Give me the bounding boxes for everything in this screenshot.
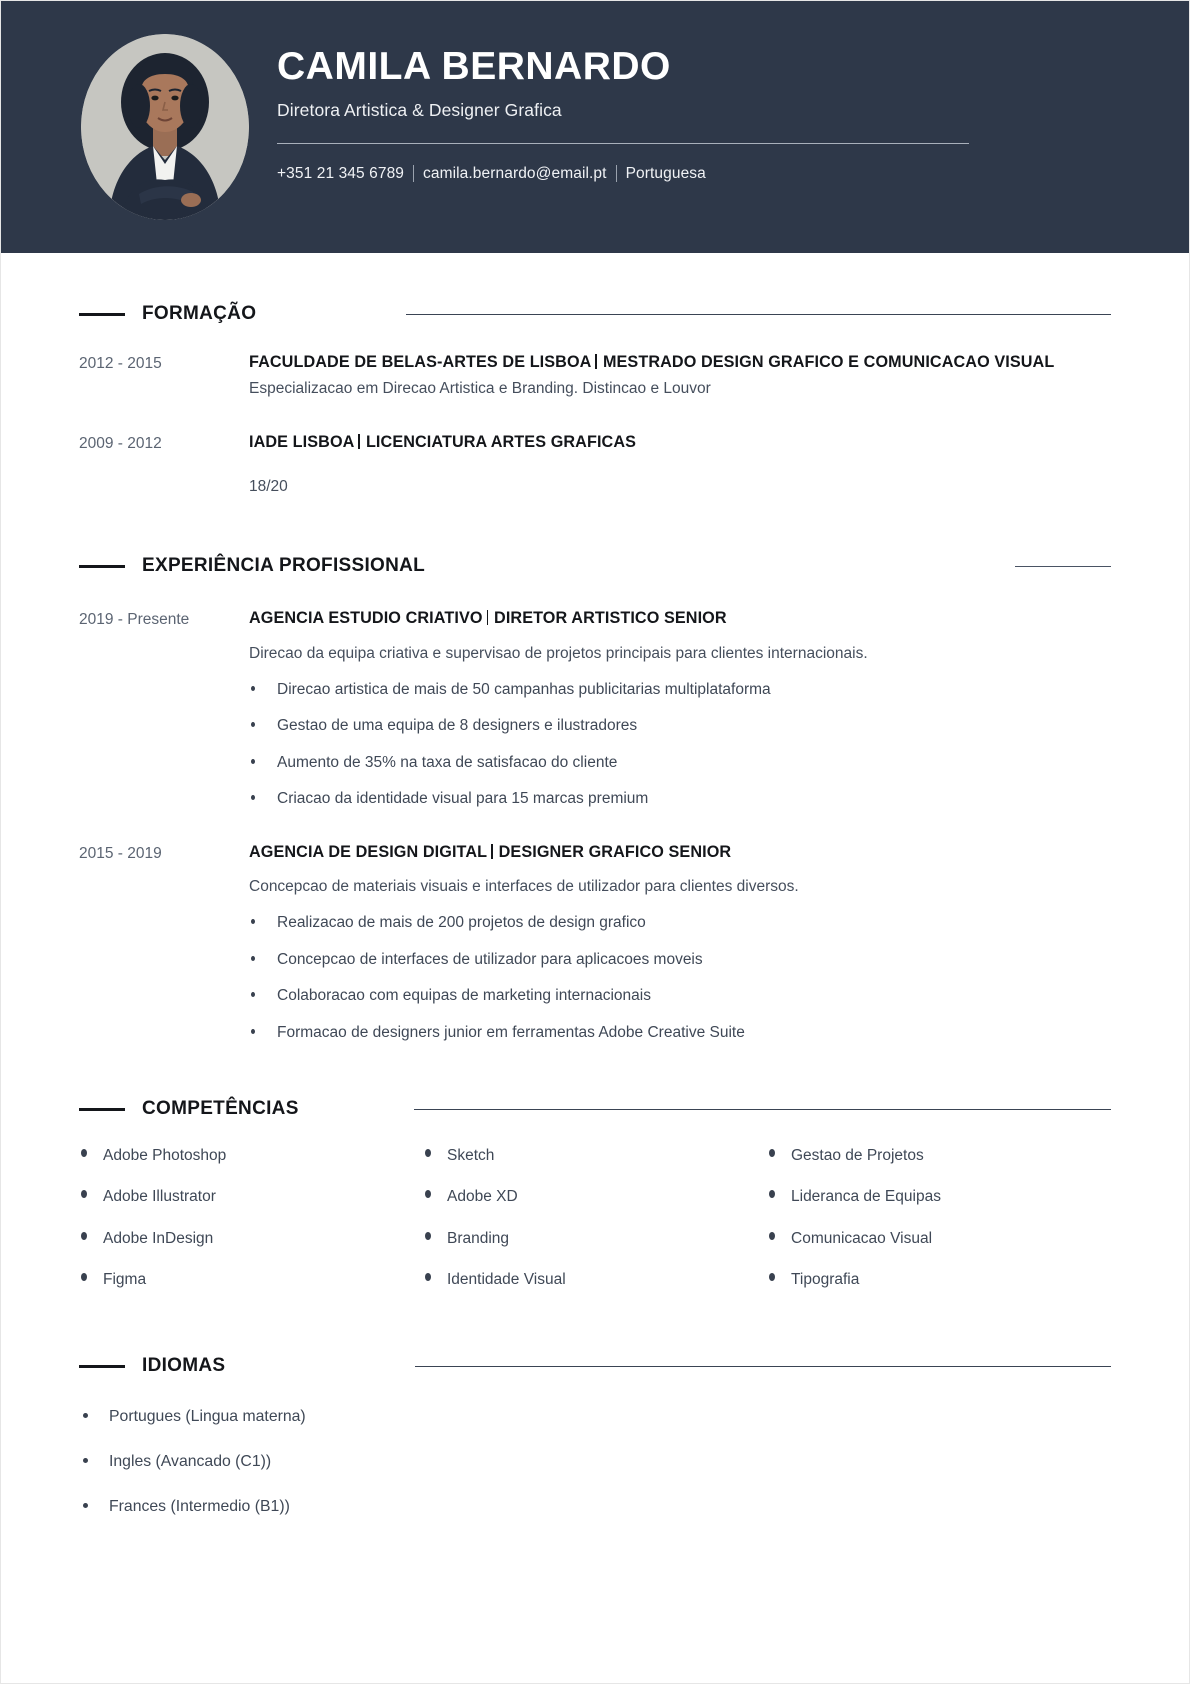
skill-item: Tipografia [767, 1268, 1111, 1291]
section-rule [414, 1109, 1111, 1110]
experience-company: AGENCIA DE DESIGN DIGITAL [249, 842, 488, 861]
portrait-photo [81, 34, 249, 220]
skill-item: Gestao de Projetos [767, 1144, 1111, 1167]
experience-entry [79, 607, 1111, 810]
nationality-text: Portuguesa [625, 164, 706, 182]
education-detail: Especializacao em Direcao Artistica e Branding. Distincao e Louvor [249, 380, 711, 398]
page-title: CAMILA BERNARDO [277, 45, 671, 88]
list-item: Direcao artistica de mais de 50 campanhas publicitarias multiplataforma [249, 679, 1111, 701]
section-header-experience [79, 551, 1111, 581]
header-text-block [277, 47, 977, 183]
experience-role: DESIGNER GRAFICO SENIOR [498, 842, 732, 861]
skills-grid [79, 1144, 1111, 1309]
education-title [249, 351, 1111, 373]
job-subtitle: Diretora Artistica & Designer Grafica [277, 99, 562, 120]
education-entry [79, 351, 1111, 401]
experience-company: AGENCIA ESTUDIO CRIATIVO [249, 609, 483, 628]
skill-item: Branding [423, 1227, 767, 1250]
skill-item: Adobe XD [423, 1185, 767, 1208]
header-divider [277, 143, 969, 144]
contact-line [277, 165, 977, 183]
pipe-icon [487, 610, 489, 625]
experience-title [249, 841, 1111, 863]
separator-icon [616, 165, 617, 182]
list-item: Criacao da identidade visual para 15 marcas premium [249, 788, 1111, 810]
section-rule [406, 314, 1111, 315]
education-details [249, 431, 1111, 499]
experience-entry [79, 841, 1111, 1044]
pipe-icon [491, 844, 493, 859]
list-item: Colaboracao com equipas de marketing internacionais [249, 985, 1111, 1007]
skill-item: Identidade Visual [423, 1268, 767, 1291]
education-title [249, 431, 1111, 453]
skill-item: Lideranca de Equipas [767, 1185, 1111, 1208]
resume-header [1, 1, 1189, 253]
dash-icon [79, 1365, 125, 1368]
education-degree: LICENCIATURA ARTES GRAFICAS [365, 432, 637, 451]
education-degree: MESTRADO DESIGN GRAFICO E COMUNICACAO VISUAL [602, 353, 1055, 371]
section-education [79, 299, 1111, 498]
section-rule [1015, 566, 1111, 567]
education-institution: FACULDADE DE BELAS-ARTES DE LISBOA [249, 353, 592, 371]
experience-dates: 2019 - Presente [79, 611, 190, 629]
pipe-icon [595, 354, 597, 369]
section-title-education: FORMAÇÃO [142, 303, 257, 324]
list-item: Gestao de uma equipa de 8 designers e ilustradores [249, 715, 1111, 737]
section-languages [79, 1351, 1111, 1518]
experience-details [249, 607, 1111, 810]
experience-dates: 2015 - 2019 [79, 844, 162, 862]
section-title-languages: IDIOMAS [142, 1355, 226, 1377]
experience-title [249, 607, 1111, 629]
skill-item: Adobe Photoshop [79, 1144, 423, 1167]
section-title-experience: EXPERIÊNCIA PROFISSIONAL [142, 555, 426, 577]
education-detail: 18/20 [249, 477, 288, 495]
phone-text: +351 21 345 6789 [277, 164, 405, 182]
skill-item: Comunicacao Visual [767, 1227, 1111, 1250]
list-item: Frances (Intermedio (B1)) [79, 1495, 1111, 1519]
section-experience [79, 551, 1111, 1044]
list-item: Concepcao de interfaces de utilizador para aplicacoes moveis [249, 949, 1111, 971]
experience-bullet-list [249, 679, 1111, 811]
list-item: Formacao de designers junior em ferramentas Adobe Creative Suite [249, 1022, 1111, 1044]
experience-details [249, 841, 1111, 1044]
email-text: camila.bernardo@email.pt [423, 164, 607, 182]
section-rule [415, 1366, 1111, 1367]
skill-item: Figma [79, 1268, 423, 1291]
skill-item: Adobe InDesign [79, 1227, 423, 1250]
resume-body [1, 299, 1189, 1518]
list-item: Realizacao de mais de 200 projetos de design grafico [249, 912, 1111, 934]
dash-icon [79, 1108, 125, 1111]
list-item: Ingles (Avancado (C1)) [79, 1450, 1111, 1474]
experience-summary: Direcao da equipa criativa e supervisao de projetos principais para clientes internacionais. [249, 644, 868, 662]
section-skills [79, 1094, 1111, 1309]
section-header-skills [79, 1094, 1111, 1124]
skill-item: Adobe Illustrator [79, 1185, 423, 1208]
education-details [249, 351, 1111, 401]
avatar [81, 34, 249, 220]
dash-icon [79, 313, 125, 316]
language-list [79, 1405, 1111, 1518]
section-title-skills: COMPETÊNCIAS [142, 1098, 299, 1120]
portrait-illustration [81, 34, 249, 220]
dash-icon [79, 565, 125, 568]
section-header-education [79, 299, 1111, 329]
experience-bullet-list [249, 912, 1111, 1044]
experience-summary: Concepcao de materiais visuais e interfaces de utilizador para clientes diversos. [249, 878, 799, 896]
section-header-languages [79, 1351, 1111, 1381]
education-institution: IADE LISBOA [249, 432, 355, 451]
education-dates: 2012 - 2015 [79, 355, 162, 372]
skill-item: Sketch [423, 1144, 767, 1167]
pipe-icon [358, 434, 360, 449]
education-entry [79, 431, 1111, 499]
list-item: Portugues (Lingua materna) [79, 1405, 1111, 1429]
education-dates: 2009 - 2012 [79, 434, 162, 452]
experience-role: DIRETOR ARTISTICO SENIOR [494, 609, 727, 628]
separator-icon [413, 165, 414, 182]
list-item: Aumento de 35% na taxa de satisfacao do cliente [249, 752, 1111, 774]
